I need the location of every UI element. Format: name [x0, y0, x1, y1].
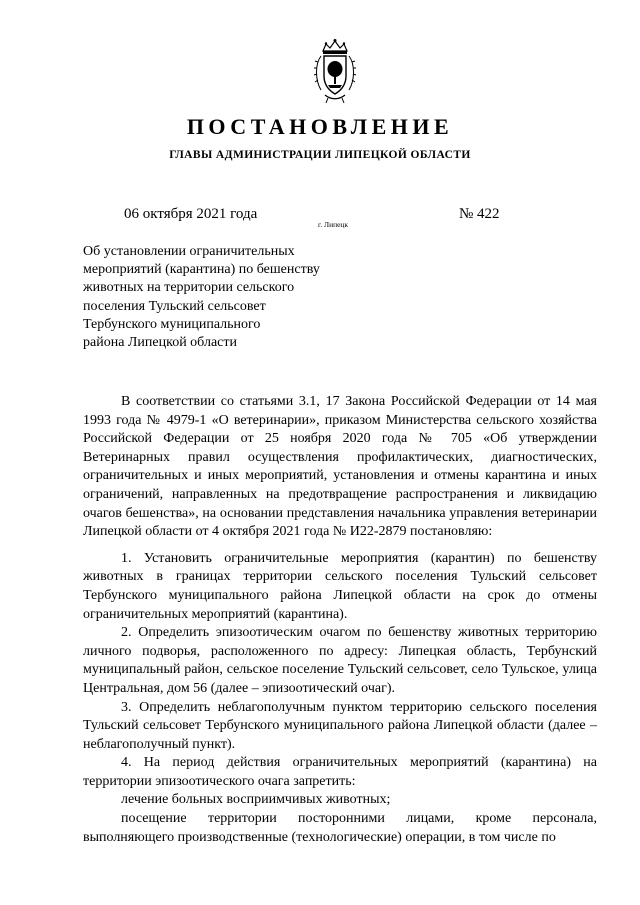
subject-line: мероприятий (карантина) по бешенству: [83, 262, 320, 278]
document-body: [83, 393, 597, 847]
document-city: г. Липецк: [318, 220, 349, 229]
document-title: ПОСТАНОВЛЕНИЕ: [186, 114, 454, 139]
subject-line: животных на территории сельского: [83, 280, 295, 296]
subject-line: Об установлении ограничительных: [83, 244, 295, 259]
coat-of-arms-emblem: [313, 38, 357, 104]
clause-paragraph: посещение территории посторонними лицами, кроме персонала, выполняющего производственные (технологические) операции, в том числе по: [83, 811, 597, 845]
subject-line: Тербунского муниципального: [83, 316, 261, 332]
clause-paragraph: 2. Определить эпизоотическим очагом по бешенству животных территорию личного подворья, расположенного по адресу: Липецкая область, Тербунский муниципальный район, сельское поселение Тульский сельсовет, село Тульское, улица Центральная, дом 56 (далее – эпизоотический очаг).: [83, 625, 597, 696]
document-subject: [83, 243, 373, 352]
document-subtitle: ГЛАВЫ АДМИНИСТРАЦИИ ЛИПЕЦКОЙ ОБЛАСТИ: [169, 149, 471, 161]
clause-paragraph: лечение больных восприимчивых животных;: [121, 792, 391, 808]
subject-line: района Липецкой области: [83, 335, 237, 351]
clause-paragraph: 4. На период действия ограничительных мероприятий (карантина) на территории эпизоотического очага запретить:: [83, 755, 597, 789]
clause-paragraph: 1. Установить ограничительные мероприятия (карантин) по бешенству животных в границах территории сельского поселения Тульский сельсовет Тербунского муниципального района Липецкой области на срок до отмены ограничительных мероприятий (карантина).: [83, 550, 597, 622]
document-number: № 422: [459, 206, 500, 222]
clause-paragraph: 3. Определить неблагополучным пунктом территорию сельского поселения Тульский сельсовет Тербунского муниципального района Липецкой области (далее – неблагополучный пункт).: [83, 699, 597, 752]
document-date: 06 октября 2021 года: [124, 206, 258, 222]
subject-line: поселения Тульский сельсовет: [83, 298, 266, 314]
preamble-paragraph: В соответствии со статьями 3.1, 17 Закона Российской Федерации от 14 мая 1993 года № 4979-1 «О ветеринарии», приказом Министерства сельского хозяйства Российской Федерации от 25 ноября 2020 года № 705 «Об утверждении Ветеринарных правил осуществления профилактических, диагностических, ограничительных и иных мероприятий, установления и отмены карантина и иных ограничений, направленных на предотвращение распространения и ликвидацию очагов бешенства», на основании представления начальника управления ветеринарии Липецкой области от 4 октября 2021 года № И22-2879 постановляю:: [83, 394, 597, 540]
